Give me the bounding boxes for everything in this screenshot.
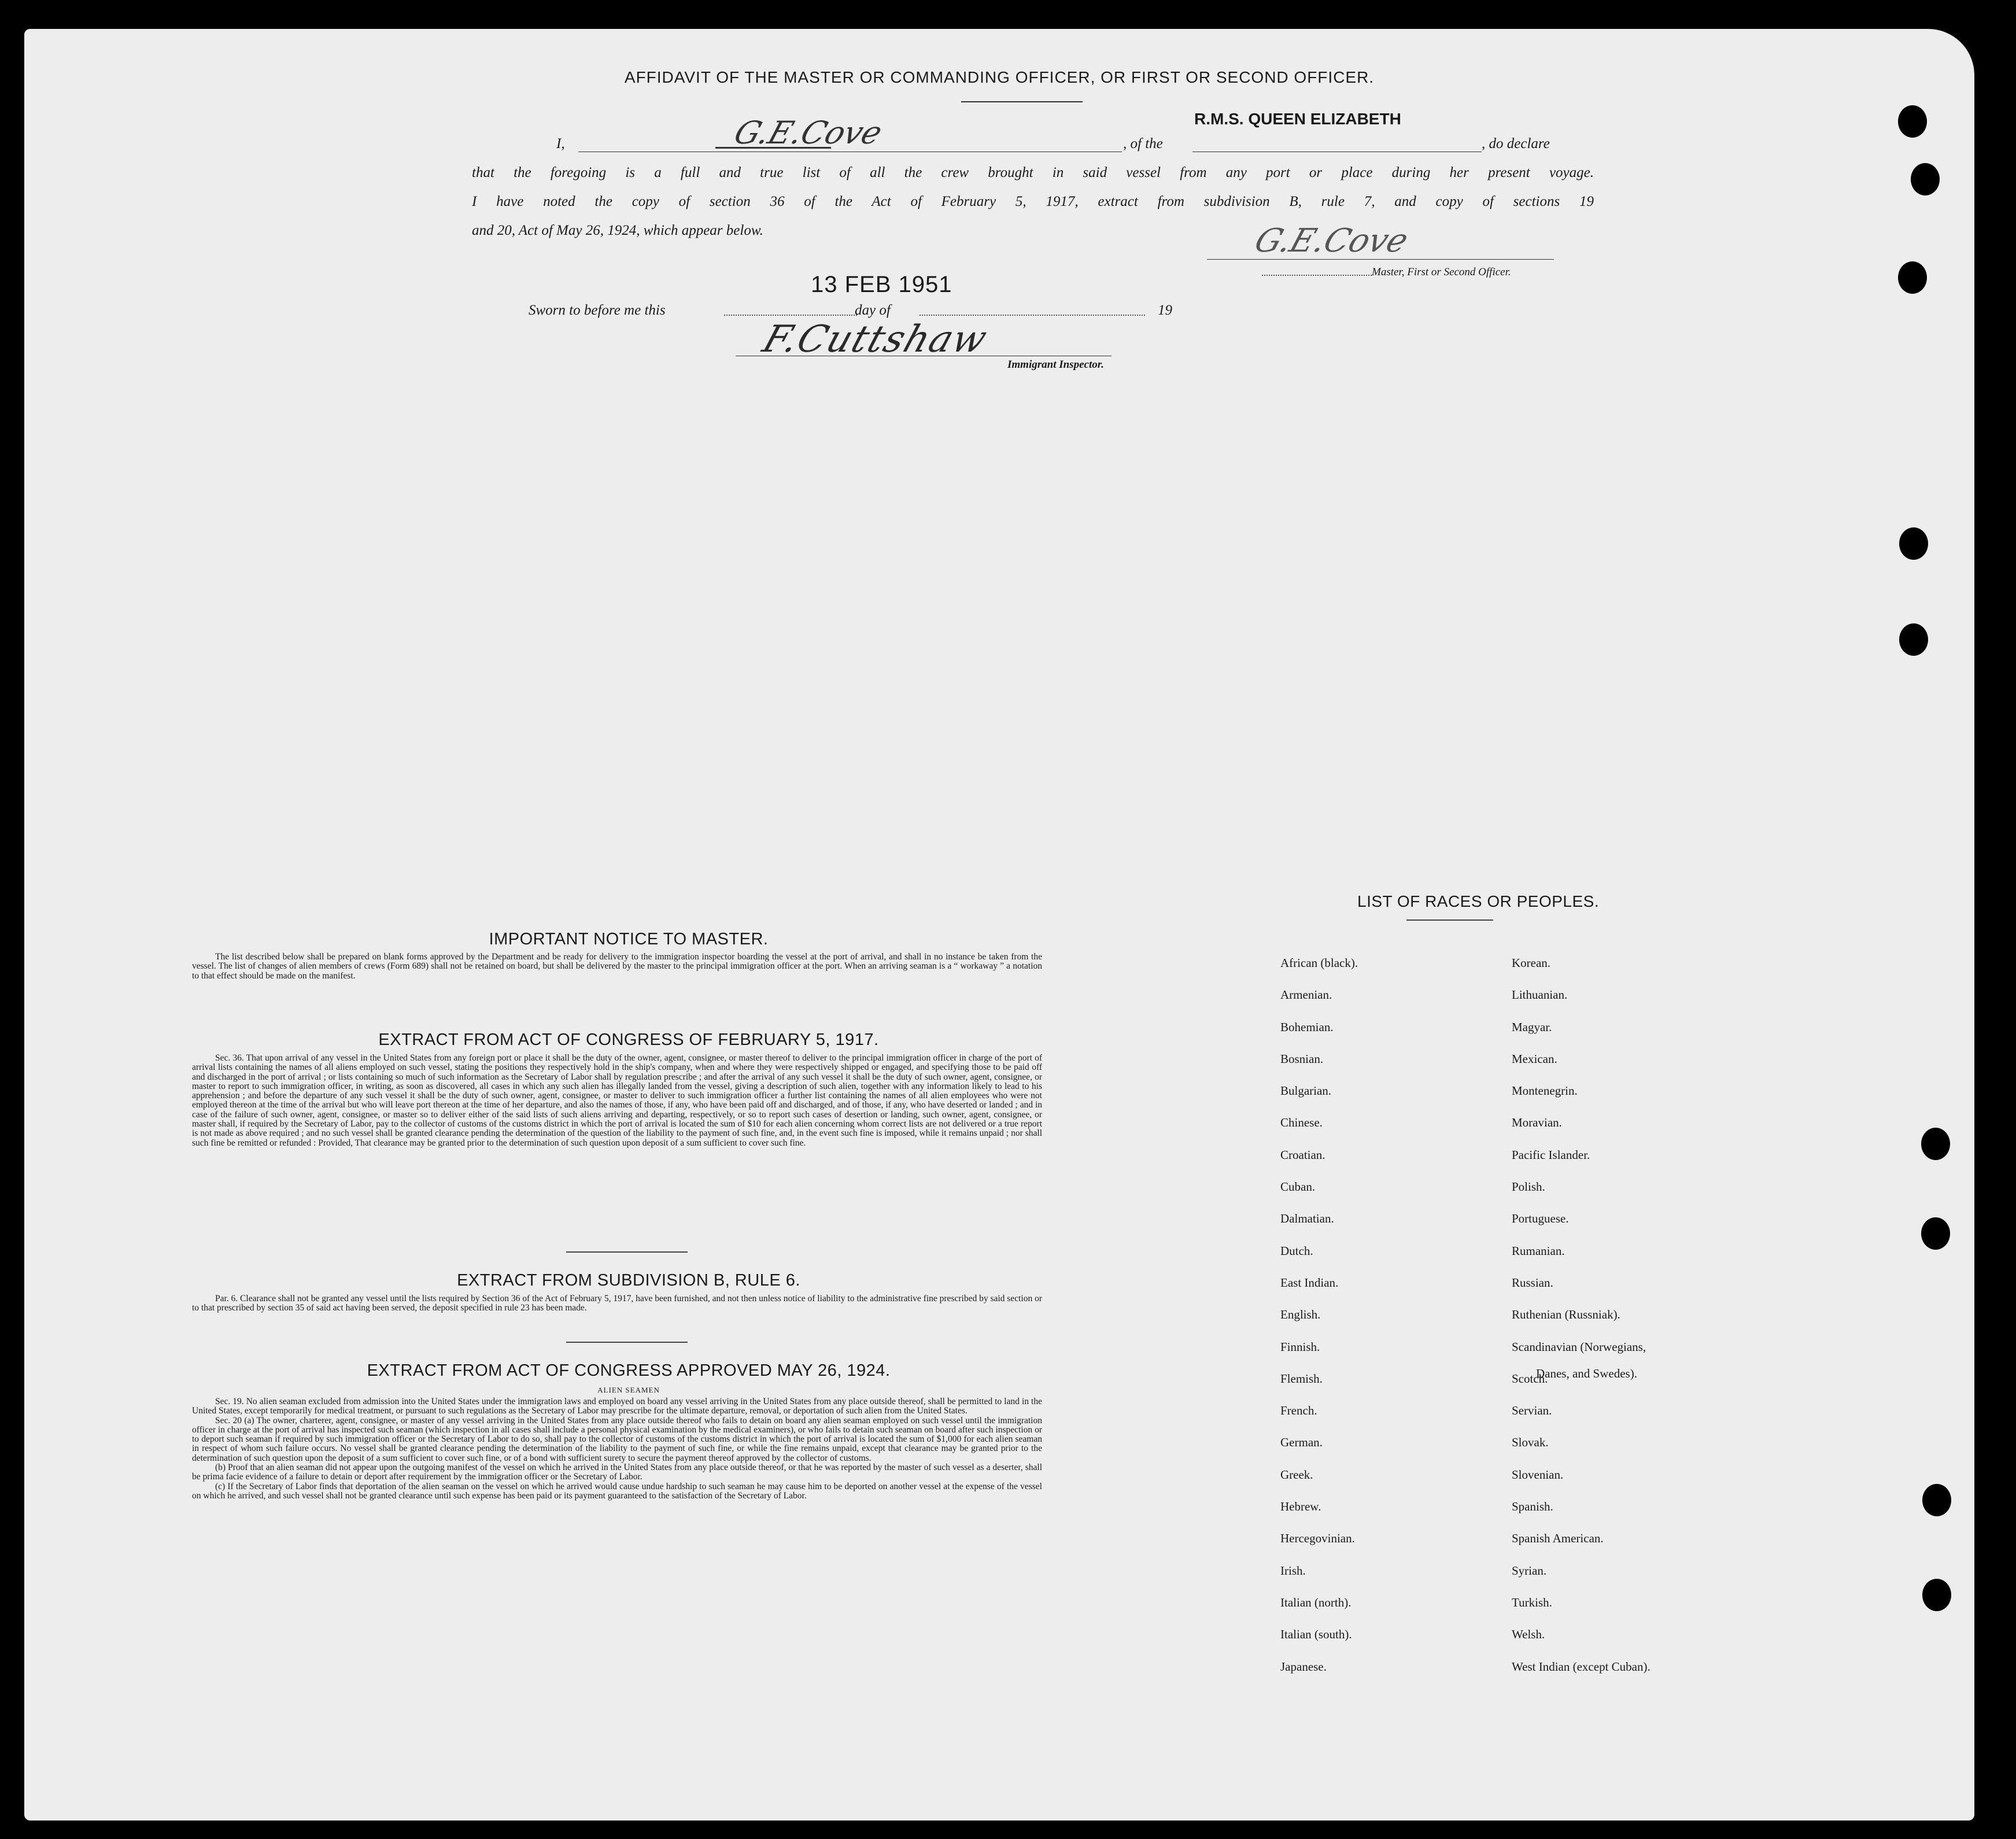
year-prefix: 19 xyxy=(1158,302,1172,318)
punch-hole xyxy=(1921,1128,1950,1160)
race-item: Magyar. xyxy=(1512,1020,1552,1034)
race-item: French. xyxy=(1280,1404,1317,1418)
notice-text: The list described below shall be prepared on blank forms approved by the Department and be ready for delivery to the immigration inspector boarding the vessel at the port of arrival, and shall in no instance be taken from the vessel. The list of changes of alien members of crews (Form 689) shall not be retained on board, but shall be delivered by the master to the principal immigration officer at the port. When an arriving seaman is a “ workaway ” a notation to that effect should be made on the manifest. xyxy=(192,952,1042,981)
vessel-name-stamp: R.M.S. QUEEN ELIZABETH xyxy=(1194,110,1401,128)
race-item: Scandinavian (Norwegians, xyxy=(1512,1339,1646,1354)
officer-signature-line xyxy=(1207,259,1554,260)
race-item: Japanese. xyxy=(1280,1659,1327,1674)
punch-hole xyxy=(1911,163,1940,195)
race-item: Croatian. xyxy=(1280,1147,1325,1162)
punch-hole xyxy=(1898,105,1927,138)
affidavit-title: AFFIDAVIT OF THE MASTER OR COMMANDING OFFICER, OR FIRST OR SECOND OFFICER. xyxy=(624,68,1375,86)
sworn-month-dots xyxy=(920,315,1145,316)
sec-20c: (c) If the Secretary of Labor finds that deportation of the alien seaman on the vessel on which he arrived would cause undue hardship to such seaman he may cause him to be deported on another vessel at the expense of the vessel on which he arrived, and such vessel shall not be granted clearance until such expense has been paid or its payment guaranteed to the satisfaction of the Secretary of Labor. xyxy=(192,1481,1042,1501)
race-item: Finnish. xyxy=(1280,1339,1320,1354)
punch-hole xyxy=(1899,527,1928,560)
signature-dash xyxy=(715,147,831,149)
race-item: West Indian (except Cuban). xyxy=(1512,1659,1651,1674)
race-item: Hebrew. xyxy=(1280,1500,1321,1514)
sec-20a: Sec. 20 (a) The owner, charterer, agent, consignee, or master of any vessel arriving in the United States from any place outside thereof who fails to detain on board any alien seaman employed on such vessel until the immigration officer in charge at the port of arrival has inspected such seaman (which inspection in all cases shall include a personal physical examination by the medical examiners), or who fails to detain such seaman on board after such inspection or to deport such seaman if required by such immigration officer or the Secretary of Labor to do so, shall pay to the collector of customs of the customs district in which the port of arrival is located the sum of $1,000 for each alien seaman in respect of whom such failure occurs. No vessel shall be granted clearance pending the determination of the liability to the payment of such fine, or while the fine remains unpaid, except that clearance may be granted prior to the determination of such question upon the deposit of a sum sufficient to cover such fine, or of a bond with sufficient surety to secure the payment thereof approved by the collector of customs. xyxy=(192,1415,1042,1463)
inspector-caption: Immigrant Inspector. xyxy=(1007,359,1104,371)
race-item: Portuguese. xyxy=(1512,1212,1569,1226)
punch-hole xyxy=(1898,261,1927,294)
race-item: Dutch. xyxy=(1280,1243,1313,1258)
document-page xyxy=(24,29,1974,1820)
alien-seamen-subtitle: ALIEN SEAMEN xyxy=(597,1386,660,1394)
race-item: Korean. xyxy=(1512,956,1551,970)
race-item: Slovak. xyxy=(1512,1435,1549,1450)
race-item: Irish. xyxy=(1280,1563,1306,1578)
sworn-day-dots xyxy=(724,315,857,316)
affidavit-line-3: I have noted the copy of section 36 of the Act of February 5, 1917, extract from subdivision B, rule 7, and copy of sections 19 xyxy=(472,194,1594,209)
race-item: Italian (south). xyxy=(1280,1627,1352,1642)
punch-hole xyxy=(1922,1484,1951,1516)
race-item: African (black). xyxy=(1280,956,1358,970)
sworn-prefix: Sworn to before me this xyxy=(529,302,666,318)
day-of: day of xyxy=(855,302,891,318)
race-item: Hercegovinian. xyxy=(1280,1531,1355,1546)
race-item: Servian. xyxy=(1512,1404,1552,1418)
officer-caption-dots xyxy=(1262,275,1372,276)
race-item: Italian (north). xyxy=(1280,1595,1352,1609)
race-item: Greek. xyxy=(1280,1467,1313,1482)
races-title: LIST OF RACES OR PEOPLES. xyxy=(1357,892,1600,910)
races-underline xyxy=(1406,920,1493,921)
race-item: Cuban. xyxy=(1280,1180,1316,1194)
race-item: Armenian. xyxy=(1280,988,1332,1002)
races-left-list xyxy=(1280,947,1358,1683)
extract-1924-title: EXTRACT FROM ACT OF CONGRESS APPROVED MAY 26, 1924. xyxy=(367,1361,891,1380)
punch-hole xyxy=(1922,1579,1951,1611)
race-item: Mexican. xyxy=(1512,1051,1557,1066)
race-item: German. xyxy=(1280,1435,1323,1450)
race-item: Bohemian. xyxy=(1280,1020,1334,1034)
extract-1924-text xyxy=(192,1397,1042,1501)
race-item: Polish. xyxy=(1512,1180,1545,1194)
punch-hole xyxy=(1899,623,1928,656)
affidavit-line-4: and 20, Act of May 26, 1924, which appear below. xyxy=(472,223,763,238)
race-continuation: Danes, and Swedes). xyxy=(1536,1367,1637,1380)
race-item: Flemish. xyxy=(1280,1371,1323,1386)
race-item: Bulgarian. xyxy=(1280,1084,1332,1098)
race-item: Slovenian. xyxy=(1512,1467,1564,1482)
race-item: Rumanian. xyxy=(1512,1243,1565,1258)
affidavit-i: I, xyxy=(556,136,565,152)
notice-title: IMPORTANT NOTICE TO MASTER. xyxy=(489,930,769,948)
sec-20b: (b) Proof that an alien seaman did not appear upon the outgoing manifest of the vessel on which he arrived in the United States from any place outside thereof, or that he was reported by the master of such vessel as a deserter, shall be prima facie evidence of a failure to detain or deport after requirement by the immigration officer or the Secretary of Labor. xyxy=(192,1463,1042,1482)
officer-signature: G.E.Cove xyxy=(1250,222,1413,260)
affidavit-of-the: , of the xyxy=(1123,136,1163,152)
race-item: Moravian. xyxy=(1512,1116,1562,1130)
race-item: Spanish American. xyxy=(1512,1531,1604,1546)
race-item: Pacific Islander. xyxy=(1512,1147,1590,1162)
race-item: Turkish. xyxy=(1512,1595,1552,1609)
race-item: Montenegrin. xyxy=(1512,1084,1578,1098)
race-item: Russian. xyxy=(1512,1275,1553,1290)
master-signature: G.E.Cove xyxy=(729,115,887,151)
race-item: Dalmatian. xyxy=(1280,1212,1334,1226)
extract-1917-text: Sec. 36. That upon arrival of any vessel in the United States from any foreign port or place it shall be the duty of the owner, agent, consignee, or master thereof to deliver to the principal immigration officer in charge of the port of arrival lists containing the names of all aliens employed on such vessel, stating the positions they respectively hold in the ship's company, when and where they were respectively shipped or engaged, and specifying those to be paid off and discharged in the port of arrival ; or lists containing so much of such information as the Secretary of Labor shall by regulation prescribe ; and after the arrival of any such vessel it shall be the duty of such owner, agent, consignee, or master to report to such immigration officer, in writing, as soon as discovered, all cases in which any such alien has illegally landed from the vessel, giving a description of such alien, together with any information likely to lead to his apprehension ; and before the departure of any such vessel it shall be the duty of such owner, agent, consignee, or master to deliver to such immigration officer a further list containing the names of all alien employees who were not employed thereon at the time of the arrival but who will leave port thereon at the time of her departure, and also the names of those, if any, who have been paid off and discharged, and of those, if any, who have deserted or landed ; and in case of the failure of such owner, agent, consignee, or master so to deliver either of the said lists of such aliens arriving and departing, respectively, or so to report such cases of desertion or landing, such owner, agent, consignee, or master shall, if required by the Secretary of Labor, pay to the collector of customs of the customs district in which the port of arrival is located the sum of $10 for each alien concerning whom correct lists are not delivered or a true report is not made as above required ; and no such vessel shall be granted clearance pending the determination of the question of the liability to the payment of such fine, and, in the event such fine is imposed, while it remains unpaid ; nor shall such fine be remitted or refunded : Provided, That clearance may be granted prior to the determination of such question upon deposit of a sum sufficient to cover such fine. xyxy=(192,1053,1042,1148)
race-item: Syrian. xyxy=(1512,1563,1547,1578)
title-underline xyxy=(961,101,1083,102)
punch-hole xyxy=(1921,1217,1950,1250)
rule-after-1917 xyxy=(566,1251,688,1253)
race-item: Bosnian. xyxy=(1280,1051,1324,1066)
races-right-list xyxy=(1512,947,1651,1683)
inspector-signature: F.Cuttshaw xyxy=(757,318,994,361)
date-stamp: 13 FEB 1951 xyxy=(811,272,952,297)
race-item: English. xyxy=(1280,1308,1321,1322)
race-item: Welsh. xyxy=(1512,1627,1545,1642)
race-item: Ruthenian (Russniak). xyxy=(1512,1308,1620,1322)
officer-caption: Master, First or Second Officer. xyxy=(1372,266,1511,278)
rule-after-subdivision xyxy=(566,1342,688,1343)
extract-1917-title: EXTRACT FROM ACT OF CONGRESS OF FEBRUARY 5, 1917. xyxy=(378,1031,879,1049)
affidavit-declare: , do declare xyxy=(1482,136,1550,152)
affidavit-line-2: that the foregoing is a full and true list of all the crew brought in said vessel from any port or place during her present voyage. xyxy=(472,165,1594,180)
race-item: Spanish. xyxy=(1512,1500,1553,1514)
race-item: Chinese. xyxy=(1280,1116,1323,1130)
sec-19: Sec. 19. No alien seaman excluded from admission into the United States under the immigration laws and employed on board any vessel arriving in the United States from any place outside thereof, shall be permitted to land in the United States, except temporarily for medical treatment, or pursuant to such regulations as the Secretary of Labor may prescribe for the ultimate departure, removal, or deportation of such alien from the United States. xyxy=(192,1397,1042,1416)
race-item: Scotch. xyxy=(1512,1371,1548,1386)
race-item: East Indian. xyxy=(1280,1275,1339,1290)
race-item: Lithuanian. xyxy=(1512,988,1568,1002)
subdivision-b-title: EXTRACT FROM SUBDIVISION B, RULE 6. xyxy=(457,1271,800,1290)
subdivision-b-text: Par. 6. Clearance shall not be granted any vessel until the lists required by Section 36 of the Act of February 5, 1917, have been furnished, and not then unless notice of liability to the administrative fine prescribed by said section or to that prescribed by section 35 of said act having been served, the deposit specified in rule 23 has been made. xyxy=(192,1294,1042,1313)
